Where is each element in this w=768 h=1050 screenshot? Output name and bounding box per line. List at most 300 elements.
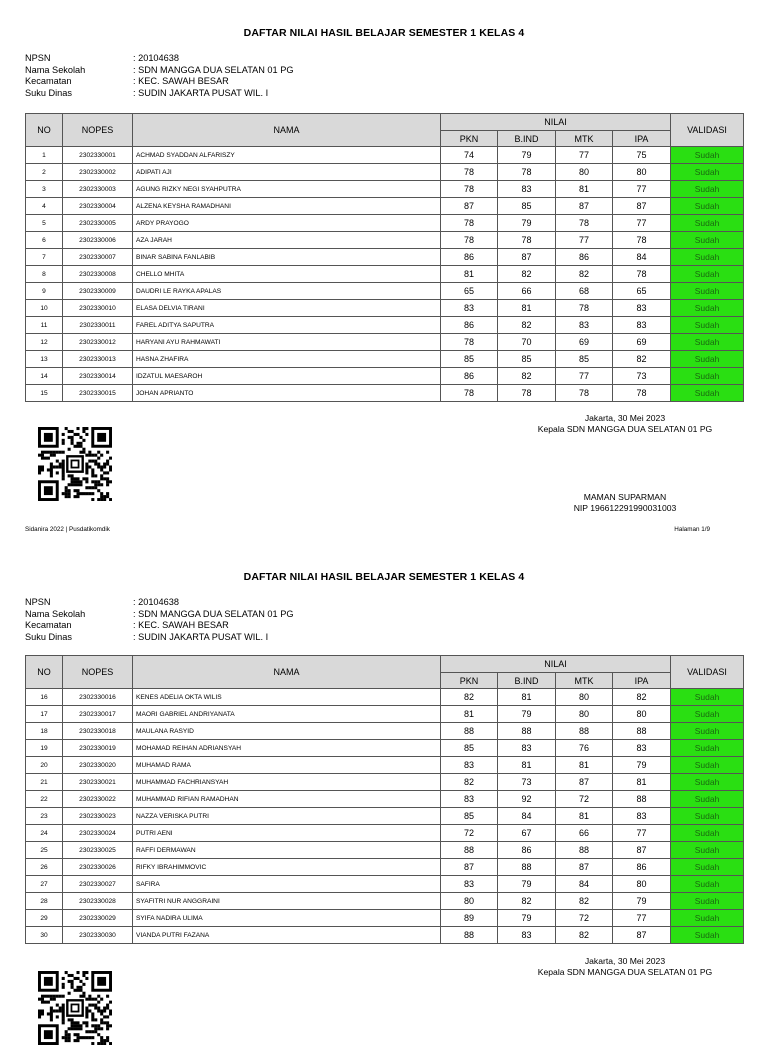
cell-nama: RAFFI DERMAWAN	[133, 842, 441, 859]
cell-no: 13	[26, 351, 63, 368]
cell-ipa: 80	[613, 164, 671, 181]
cell-ipa: 87	[613, 198, 671, 215]
cell-bind: 92	[498, 791, 556, 808]
header-validasi: VALIDASI	[671, 656, 744, 689]
cell-ipa: 78	[613, 266, 671, 283]
cell-nopes: 2302330021	[63, 774, 133, 791]
meta-district	[25, 76, 293, 88]
cell-ipa: 82	[613, 351, 671, 368]
cell-pkn: 88	[441, 927, 498, 944]
cell-mtk: 88	[556, 723, 613, 740]
meta-value: : KEC. SAWAH BESAR	[133, 620, 229, 630]
cell-pkn: 86	[441, 249, 498, 266]
header-bind: B.IND	[498, 131, 556, 147]
cell-nama: FAREL ADITYA SAPUTRA	[133, 317, 441, 334]
cell-pkn: 78	[441, 215, 498, 232]
cell-no: 8	[26, 266, 63, 283]
cell-pkn: 78	[441, 385, 498, 402]
cell-no: 1	[26, 147, 63, 164]
cell-pkn: 83	[441, 876, 498, 893]
cell-nama: HARYANI AYU RAHMAWATI	[133, 334, 441, 351]
cell-nama: ACHMAD SYADDAN ALFARISZY	[133, 147, 441, 164]
cell-nopes: 2302330004	[63, 198, 133, 215]
meta-label: NPSN	[25, 597, 51, 607]
cell-no: 2	[26, 164, 63, 181]
cell-bind: 78	[498, 232, 556, 249]
table-row	[26, 876, 744, 893]
cell-bind: 79	[498, 706, 556, 723]
cell-pkn: 81	[441, 706, 498, 723]
cell-bind: 82	[498, 368, 556, 385]
grades-table	[25, 655, 744, 944]
cell-mtk: 86	[556, 249, 613, 266]
header-ipa: IPA	[613, 673, 671, 689]
qr-code-icon	[38, 427, 112, 501]
cell-validasi: Sudah	[671, 368, 744, 385]
header-no: NO	[26, 656, 63, 689]
cell-pkn: 88	[441, 842, 498, 859]
cell-validasi: Sudah	[671, 927, 744, 944]
cell-mtk: 80	[556, 689, 613, 706]
cell-pkn: 65	[441, 283, 498, 300]
cell-no: 20	[26, 757, 63, 774]
cell-no: 14	[26, 368, 63, 385]
cell-ipa: 83	[613, 740, 671, 757]
qr-code-icon	[38, 971, 112, 1045]
cell-ipa: 87	[613, 842, 671, 859]
cell-no: 30	[26, 927, 63, 944]
table-row	[26, 198, 744, 215]
cell-nopes: 2302330006	[63, 232, 133, 249]
header-pkn: PKN	[441, 673, 498, 689]
cell-bind: 86	[498, 842, 556, 859]
meta-value: : 20104638	[133, 597, 179, 607]
cell-nopes: 2302330003	[63, 181, 133, 198]
table-row	[26, 808, 744, 825]
table-row	[26, 893, 744, 910]
cell-pkn: 72	[441, 825, 498, 842]
cell-pkn: 74	[441, 147, 498, 164]
cell-nama: SYAFITRI NUR ANGGRAINI	[133, 893, 441, 910]
cell-validasi: Sudah	[671, 198, 744, 215]
cell-pkn: 87	[441, 198, 498, 215]
cell-validasi: Sudah	[671, 147, 744, 164]
cell-pkn: 86	[441, 368, 498, 385]
cell-nama: HASNA ZHAFIRA	[133, 351, 441, 368]
cell-no: 19	[26, 740, 63, 757]
meta-label: NPSN	[25, 53, 51, 63]
header-nilai: NILAI	[441, 656, 671, 673]
cell-ipa: 80	[613, 876, 671, 893]
sign-role: Kepala SDN MANGGA DUA SELATAN 01 PG	[537, 424, 713, 434]
sign-place-date: Jakarta, 30 Mei 2023	[584, 956, 666, 966]
cell-validasi: Sudah	[671, 385, 744, 402]
cell-mtk: 72	[556, 791, 613, 808]
cell-nopes: 2302330001	[63, 147, 133, 164]
cell-bind: 79	[498, 910, 556, 927]
cell-nama: IDZATUL MAESAROH	[133, 368, 441, 385]
table-row	[26, 927, 744, 944]
meta-value: : SUDIN JAKARTA PUSAT WIL. I	[133, 87, 269, 98]
cell-mtk: 87	[556, 774, 613, 791]
cell-pkn: 82	[441, 774, 498, 791]
cell-ipa: 83	[613, 808, 671, 825]
cell-mtk: 77	[556, 368, 613, 385]
sign-place-date: Jakarta, 30 Mei 2023	[584, 413, 666, 423]
cell-no: 4	[26, 198, 63, 215]
report-title: DAFTAR NILAI HASIL BELAJAR SEMESTER 1 KELAS 4	[243, 571, 525, 583]
cell-no: 11	[26, 317, 63, 334]
cell-nama: JOHAN APRIANTO	[133, 385, 441, 402]
cell-no: 6	[26, 232, 63, 249]
cell-pkn: 83	[441, 300, 498, 317]
table-row	[26, 249, 744, 266]
cell-ipa: 77	[613, 215, 671, 232]
cell-no: 27	[26, 876, 63, 893]
meta-value: : SDN MANGGA DUA SELATAN 01 PG	[133, 608, 294, 619]
cell-mtk: 81	[556, 181, 613, 198]
cell-mtk: 82	[556, 927, 613, 944]
cell-no: 5	[26, 215, 63, 232]
table-row	[26, 859, 744, 876]
footer-app: Sidanira 2022 | Pusdatikomdik	[25, 526, 110, 533]
cell-validasi: Sudah	[671, 317, 744, 334]
header-mtk: MTK	[556, 131, 613, 147]
cell-nama: AZA JARAH	[133, 232, 441, 249]
cell-pkn: 85	[441, 740, 498, 757]
school-info	[25, 53, 293, 99]
meta-value: : SDN MANGGA DUA SELATAN 01 PG	[133, 64, 294, 75]
meta-label: Nama Sekolah	[25, 64, 86, 75]
meta-value: : SUDIN JAKARTA PUSAT WIL. I	[133, 631, 269, 642]
meta-school-name	[25, 609, 293, 621]
cell-nama: PUTRI AENI	[133, 825, 441, 842]
table-row	[26, 740, 744, 757]
cell-mtk: 85	[556, 351, 613, 368]
cell-nopes: 2302330023	[63, 808, 133, 825]
cell-no: 24	[26, 825, 63, 842]
cell-ipa: 83	[613, 300, 671, 317]
footer-page-number: Halaman 1/9	[674, 526, 710, 533]
table-row	[26, 774, 744, 791]
cell-validasi: Sudah	[671, 740, 744, 757]
cell-mtk: 76	[556, 740, 613, 757]
cell-ipa: 79	[613, 893, 671, 910]
cell-bind: 83	[498, 927, 556, 944]
header-ipa: IPA	[613, 131, 671, 147]
cell-nopes: 2302330027	[63, 876, 133, 893]
cell-mtk: 83	[556, 317, 613, 334]
cell-ipa: 79	[613, 757, 671, 774]
cell-validasi: Sudah	[671, 791, 744, 808]
cell-validasi: Sudah	[671, 723, 744, 740]
cell-bind: 81	[498, 689, 556, 706]
cell-bind: 87	[498, 249, 556, 266]
cell-mtk: 87	[556, 859, 613, 876]
cell-bind: 85	[498, 198, 556, 215]
cell-mtk: 69	[556, 334, 613, 351]
cell-pkn: 82	[441, 689, 498, 706]
table-row	[26, 757, 744, 774]
cell-validasi: Sudah	[671, 910, 744, 927]
cell-nopes: 2302330020	[63, 757, 133, 774]
cell-validasi: Sudah	[671, 706, 744, 723]
cell-validasi: Sudah	[671, 232, 744, 249]
cell-mtk: 80	[556, 164, 613, 181]
cell-nama: ARDY PRAYOGO	[133, 215, 441, 232]
cell-validasi: Sudah	[671, 689, 744, 706]
meta-label: Suku Dinas	[25, 87, 72, 98]
meta-office	[25, 88, 293, 100]
cell-nopes: 2302330030	[63, 927, 133, 944]
cell-no: 7	[26, 249, 63, 266]
cell-pkn: 86	[441, 317, 498, 334]
table-row	[26, 825, 744, 842]
cell-ipa: 78	[613, 385, 671, 402]
cell-bind: 78	[498, 164, 556, 181]
cell-validasi: Sudah	[671, 300, 744, 317]
cell-nama: ALZENA KEYSHA RAMADHANI	[133, 198, 441, 215]
cell-no: 21	[26, 774, 63, 791]
cell-mtk: 68	[556, 283, 613, 300]
cell-mtk: 88	[556, 842, 613, 859]
table-row	[26, 147, 744, 164]
cell-nama: KENES ADELIA OKTA WILIS	[133, 689, 441, 706]
cell-pkn: 88	[441, 723, 498, 740]
cell-nama: ELASA DELVIA TIRANI	[133, 300, 441, 317]
header-nama: NAMA	[133, 656, 441, 689]
cell-mtk: 78	[556, 385, 613, 402]
cell-no: 28	[26, 893, 63, 910]
header-mtk: MTK	[556, 673, 613, 689]
cell-no: 17	[26, 706, 63, 723]
cell-pkn: 81	[441, 266, 498, 283]
cell-nama: ADIPATI AJI	[133, 164, 441, 181]
cell-ipa: 88	[613, 791, 671, 808]
cell-bind: 82	[498, 317, 556, 334]
cell-nopes: 2302330019	[63, 740, 133, 757]
cell-nama: DAUDRI LE RAYKA APALAS	[133, 283, 441, 300]
cell-ipa: 75	[613, 147, 671, 164]
header-nopes: NOPES	[63, 656, 133, 689]
meta-value: : KEC. SAWAH BESAR	[133, 76, 229, 86]
cell-nama: CHELLO MHITA	[133, 266, 441, 283]
cell-bind: 78	[498, 385, 556, 402]
cell-nama: MUHAMMAD RIFIAN RAMADHAN	[133, 791, 441, 808]
cell-nopes: 2302330028	[63, 893, 133, 910]
cell-no: 9	[26, 283, 63, 300]
cell-nopes: 2302330025	[63, 842, 133, 859]
cell-bind: 82	[498, 266, 556, 283]
cell-pkn: 78	[441, 164, 498, 181]
cell-ipa: 73	[613, 368, 671, 385]
cell-mtk: 84	[556, 876, 613, 893]
cell-bind: 81	[498, 757, 556, 774]
cell-validasi: Sudah	[671, 825, 744, 842]
cell-mtk: 81	[556, 808, 613, 825]
cell-nopes: 2302330022	[63, 791, 133, 808]
cell-nopes: 2302330008	[63, 266, 133, 283]
cell-mtk: 72	[556, 910, 613, 927]
cell-bind: 83	[498, 181, 556, 198]
meta-npsn	[25, 597, 293, 609]
header-validasi: VALIDASI	[671, 114, 744, 147]
cell-nopes: 2302330011	[63, 317, 133, 334]
cell-nopes: 2302330009	[63, 283, 133, 300]
cell-ipa: 78	[613, 232, 671, 249]
cell-validasi: Sudah	[671, 164, 744, 181]
cell-nopes: 2302330026	[63, 859, 133, 876]
cell-pkn: 85	[441, 808, 498, 825]
cell-bind: 88	[498, 723, 556, 740]
cell-nama: AGUNG RIZKY NEGI SYAHPUTRA	[133, 181, 441, 198]
table-row	[26, 368, 744, 385]
cell-ipa: 83	[613, 317, 671, 334]
meta-label: Kecamatan	[25, 620, 72, 630]
cell-nopes: 2302330029	[63, 910, 133, 927]
grades-table	[25, 113, 744, 402]
cell-validasi: Sudah	[671, 808, 744, 825]
cell-bind: 79	[498, 147, 556, 164]
cell-pkn: 83	[441, 757, 498, 774]
cell-pkn: 78	[441, 334, 498, 351]
cell-no: 3	[26, 181, 63, 198]
cell-bind: 81	[498, 300, 556, 317]
cell-mtk: 87	[556, 198, 613, 215]
cell-ipa: 86	[613, 859, 671, 876]
cell-nopes: 2302330015	[63, 385, 133, 402]
header-nama: NAMA	[133, 114, 441, 147]
cell-bind: 85	[498, 351, 556, 368]
cell-pkn: 89	[441, 910, 498, 927]
cell-ipa: 77	[613, 910, 671, 927]
cell-no: 23	[26, 808, 63, 825]
cell-pkn: 87	[441, 859, 498, 876]
header-no: NO	[26, 114, 63, 147]
cell-nama: SYIFA NADIRA ULIMA	[133, 910, 441, 927]
table-row	[26, 300, 744, 317]
cell-validasi: Sudah	[671, 876, 744, 893]
table-row	[26, 181, 744, 198]
table-row	[26, 689, 744, 706]
header-bind: B.IND	[498, 673, 556, 689]
cell-bind: 79	[498, 215, 556, 232]
cell-pkn: 83	[441, 791, 498, 808]
signature-block	[480, 413, 768, 435]
cell-validasi: Sudah	[671, 249, 744, 266]
cell-mtk: 77	[556, 147, 613, 164]
cell-ipa: 82	[613, 689, 671, 706]
cell-pkn: 78	[441, 232, 498, 249]
meta-office	[25, 632, 293, 644]
cell-no: 22	[26, 791, 63, 808]
cell-nopes: 2302330002	[63, 164, 133, 181]
cell-ipa: 81	[613, 774, 671, 791]
cell-no: 29	[26, 910, 63, 927]
signatory	[480, 492, 768, 514]
cell-nama: MAULANA RASYID	[133, 723, 441, 740]
cell-ipa: 77	[613, 181, 671, 198]
signatory-name: MAMAN SUPARMAN	[583, 492, 667, 502]
cell-pkn: 78	[441, 181, 498, 198]
cell-bind: 83	[498, 740, 556, 757]
cell-nama: RIFKY IBRAHIMMOVIC	[133, 859, 441, 876]
header-nopes: NOPES	[63, 114, 133, 147]
cell-nopes: 2302330018	[63, 723, 133, 740]
cell-validasi: Sudah	[671, 859, 744, 876]
cell-ipa: 88	[613, 723, 671, 740]
cell-nama: SAFIRA	[133, 876, 441, 893]
cell-bind: 66	[498, 283, 556, 300]
cell-bind: 67	[498, 825, 556, 842]
report-title: DAFTAR NILAI HASIL BELAJAR SEMESTER 1 KELAS 4	[243, 27, 525, 39]
cell-nama: MOHAMAD REIHAN ADRIANSYAH	[133, 740, 441, 757]
meta-district	[25, 620, 293, 632]
cell-nopes: 2302330024	[63, 825, 133, 842]
cell-nama: MUHAMMAD FACHRIANSYAH	[133, 774, 441, 791]
cell-no: 18	[26, 723, 63, 740]
table-row	[26, 351, 744, 368]
cell-pkn: 85	[441, 351, 498, 368]
cell-bind: 70	[498, 334, 556, 351]
cell-no: 15	[26, 385, 63, 402]
cell-nopes: 2302330016	[63, 689, 133, 706]
cell-no: 25	[26, 842, 63, 859]
header-pkn: PKN	[441, 131, 498, 147]
cell-mtk: 81	[556, 757, 613, 774]
meta-label: Nama Sekolah	[25, 608, 86, 619]
cell-mtk: 66	[556, 825, 613, 842]
meta-school-name	[25, 65, 293, 77]
cell-no: 12	[26, 334, 63, 351]
cell-validasi: Sudah	[671, 774, 744, 791]
table-row	[26, 706, 744, 723]
cell-mtk: 82	[556, 893, 613, 910]
table-row	[26, 317, 744, 334]
table-row	[26, 266, 744, 283]
cell-no: 26	[26, 859, 63, 876]
cell-validasi: Sudah	[671, 842, 744, 859]
cell-nopes: 2302330012	[63, 334, 133, 351]
cell-nopes: 2302330017	[63, 706, 133, 723]
cell-validasi: Sudah	[671, 334, 744, 351]
signatory-nip: NIP 196612291990031003	[573, 503, 677, 513]
cell-bind: 84	[498, 808, 556, 825]
cell-ipa: 77	[613, 825, 671, 842]
cell-nama: BINAR SABINA FANLABIB	[133, 249, 441, 266]
header-nilai: NILAI	[441, 114, 671, 131]
cell-validasi: Sudah	[671, 757, 744, 774]
table-row	[26, 842, 744, 859]
meta-value: : 20104638	[133, 53, 179, 63]
cell-nopes: 2302330005	[63, 215, 133, 232]
table-row	[26, 385, 744, 402]
cell-validasi: Sudah	[671, 893, 744, 910]
cell-nopes: 2302330007	[63, 249, 133, 266]
cell-nama: MUHAMAD RAMA	[133, 757, 441, 774]
meta-npsn	[25, 53, 293, 65]
cell-nama: VIANDA PUTRI FAZANA	[133, 927, 441, 944]
table-row	[26, 164, 744, 181]
cell-nama: MAORI GABRIEL ANDRIYANATA	[133, 706, 441, 723]
report-page-2	[0, 547, 768, 1024]
cell-bind: 73	[498, 774, 556, 791]
table-row	[26, 791, 744, 808]
table-row	[26, 232, 744, 249]
cell-bind: 82	[498, 893, 556, 910]
cell-bind: 79	[498, 876, 556, 893]
table-row	[26, 334, 744, 351]
